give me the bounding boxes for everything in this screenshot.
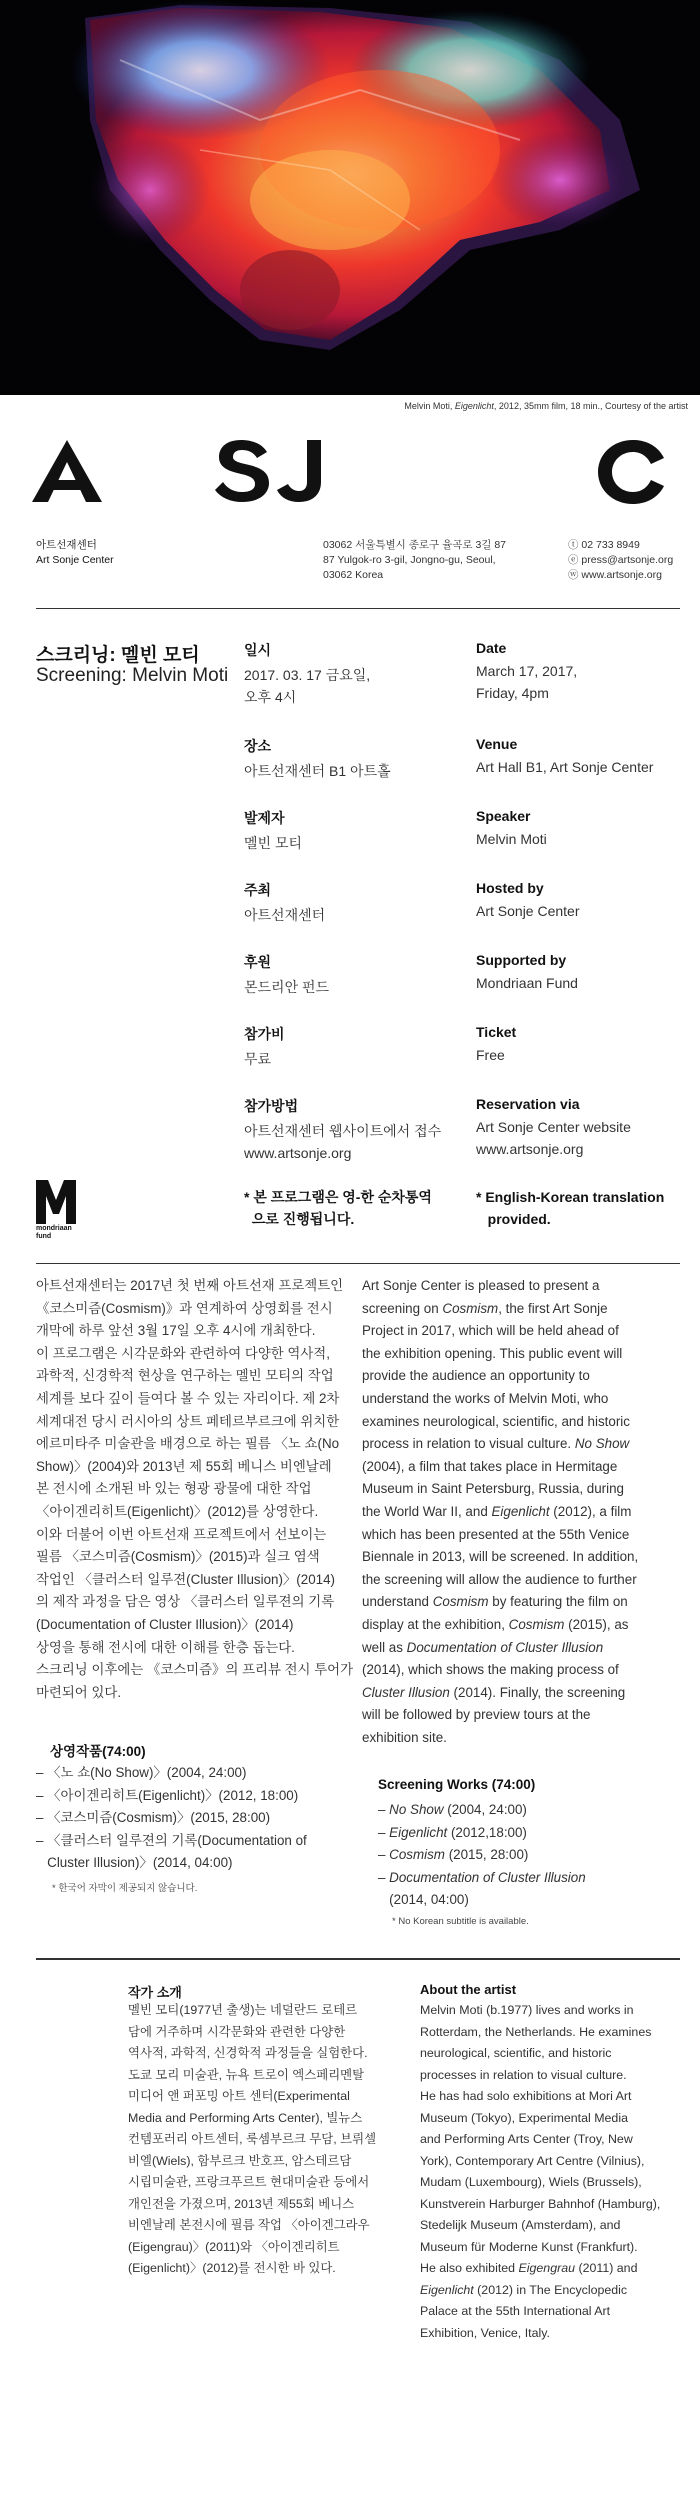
artist-bio-line: and Performing Arts Center (Troy, New xyxy=(420,2132,633,2146)
screening-work-item: – Documentation of Cluster Illusion xyxy=(378,1869,586,1885)
address-line: 03062 서울특별시 종로구 율곡로 3길 87 xyxy=(323,539,507,551)
info-date-en: Date March 17, 2017, Friday, 4pm xyxy=(476,640,578,701)
artist-bio-line: Mudam (Luxembourg), Wiels (Brussels), xyxy=(420,2175,642,2189)
artist-bio-line: Kunstverein Harburger Bahnhof (Hamburg), xyxy=(420,2196,661,2211)
artist-bio-line: 개인전을 가졌으며, 2013년 제55회 베니스 xyxy=(128,2196,355,2211)
info-reservation-en: Reservation via Art Sonje Center website www.artsonje.org xyxy=(476,1096,631,1157)
description-line: exhibition site. xyxy=(362,1729,447,1745)
artist-bio-line: 시립미술관, 프랑크푸르트 현대미술관 등에서 xyxy=(128,2175,370,2189)
description-line: the screening will allow the audience to further xyxy=(362,1571,637,1587)
subtitle-note-en: * No Korean subtitle is available. xyxy=(392,1916,529,1927)
divider xyxy=(36,1958,680,1960)
description-line: 과학적, 신경학적 현상을 연구하는 멜빈 모티의 작업 xyxy=(36,1368,334,1384)
image-caption xyxy=(0,401,688,411)
info-host-en: Hosted by Art Sonje Center xyxy=(476,880,580,919)
info-venue-ko: 장소 아트선재센터 B1 아트홀 xyxy=(244,738,391,779)
translation-note-en: * English-Korean translation provided. xyxy=(476,1189,665,1227)
hero-image xyxy=(0,0,700,395)
artist-bio-line: He has had solo exhibitions at Mori Art xyxy=(420,2089,632,2103)
artist-bio-line: 멜빈 모티(1977년 출생)는 네덜란드 로테르 xyxy=(128,2003,358,2017)
address-block xyxy=(323,538,506,583)
info-venue-en: Venue Art Hall B1, Art Sonje Center xyxy=(476,736,654,775)
description-line: 본 전시에 소개된 바 있는 형광 광물에 대한 작업 xyxy=(36,1481,312,1497)
contact-block xyxy=(568,538,673,583)
description-en xyxy=(362,1275,682,1749)
info-ticket-ko: 참가비 무료 xyxy=(244,1026,285,1067)
artist-bio-line: neurological, scientific, and historic xyxy=(420,2046,612,2060)
info-reservation-ko: 참가방법 아트선재센터 웹사이트에서 접수 www.artsonje.org xyxy=(244,1098,442,1161)
phone-number: ⓣ 02 733 8949 xyxy=(568,539,640,551)
screening-work-item: – Cosmism (2015, 28:00) xyxy=(378,1847,529,1863)
artist-bio-line: York), Contemporary Art Centre (Vilnius), xyxy=(420,2153,645,2168)
description-line: Museum in Saint Petersburg, Russia, during xyxy=(362,1481,624,1497)
artist-bio-line: 미디어 앤 퍼포밍 아트 센터(Experimental xyxy=(128,2089,350,2103)
glowing-mineral-illustration xyxy=(0,0,700,395)
description-line: understand the works of Melvin Moti, who xyxy=(362,1390,609,1406)
screening-works-title-ko: 상영작품(74:00) xyxy=(50,1744,146,1759)
divider xyxy=(36,1263,680,1264)
screening-work-item: – 〈아이겐리히트(Eigenlicht)〉(2012, 18:00) xyxy=(36,1787,299,1803)
screening-works-list-en xyxy=(378,1799,678,1912)
description-line: 에르미타주 미술관을 배경으로 하는 필름 〈노 쇼(No xyxy=(36,1436,340,1452)
screening-work-item: – No Show (2004, 24:00) xyxy=(378,1802,527,1817)
description-line: 의 제작 과정을 담은 영상 〈클러스터 일루젼의 기록 xyxy=(36,1594,335,1610)
artist-bio-line: Stedelijk Museum (Amsterdam), and xyxy=(420,2218,621,2232)
description-line: the exhibition opening. This public event will xyxy=(362,1345,623,1361)
caption-text: Melvin Moti, xyxy=(404,401,455,411)
artist-bio-line: 역사적, 과학적, 신경학적 과정들을 실험한다. xyxy=(128,2046,368,2060)
logo-letter-a xyxy=(32,440,102,502)
description-line: 세계대전 당시 러시아의 상트 페테르부르크에 위치한 xyxy=(36,1413,340,1429)
description-line: 스크리닝 이후에는 《코스미즘》의 프리뷰 전시 투어가 xyxy=(36,1662,354,1678)
artist-bio-line: Eigenlicht (2012) in The Encyclopedic xyxy=(420,2282,628,2297)
description-line: the World War II, and Eigenlicht (2012), a film xyxy=(362,1503,632,1519)
description-line: display at the exhibition, Cosmism (2015), as xyxy=(362,1616,629,1632)
description-line: Cluster Illusion (2014). Finally, the screening xyxy=(362,1684,626,1700)
description-line: 아트선재센터는 2017년 첫 번째 아트선재 프로젝트인 xyxy=(36,1278,344,1293)
description-line: 이와 더불어 이번 아트선재 프로젝트에서 선보이는 xyxy=(36,1526,327,1542)
address-line: 03062 Korea xyxy=(323,569,384,581)
screening-works-title-en: Screening Works (74:00) xyxy=(378,1777,536,1792)
artist-bio-line: Museum (Tokyo), Experimental Media xyxy=(420,2110,628,2125)
description-line: (2004), a film that takes place in Hermitage xyxy=(362,1458,618,1474)
info-speaker-en: Speaker Melvin Moti xyxy=(476,808,547,847)
description-line: process in relation to visual culture. No Show xyxy=(362,1436,630,1452)
info-speaker-ko: 발제자 멜빈 모티 xyxy=(244,810,302,851)
website-link[interactable]: ⓦ www.artsonje.org xyxy=(568,569,662,581)
screening-work-item: (2014, 04:00) xyxy=(378,1892,469,1908)
description-line: which has been presented at the 55th Venice xyxy=(362,1526,630,1542)
description-line: understand Cosmism by featuring the film on xyxy=(362,1594,628,1610)
description-ko xyxy=(36,1275,356,1704)
artist-bio-line: Palace at the 55th International Art xyxy=(420,2304,611,2318)
info-sponsor-en: Supported by Mondriaan Fund xyxy=(476,952,578,991)
org-name-ko: 아트선재센터 xyxy=(36,539,97,551)
address-line: 87 Yulgok-ro 3-gil, Jongno-gu, Seoul, xyxy=(323,554,496,566)
screening-work-item: – 〈코스미즘(Cosmism)〉(2015, 28:00) xyxy=(36,1810,271,1826)
screening-work-item: – 〈노 쇼(No Show)〉(2004, 24:00) xyxy=(36,1765,247,1780)
artist-bio-line: 담에 거주하며 시각문화와 관련한 다양한 xyxy=(128,2024,346,2039)
description-line: 이 프로그램은 시각문화와 관련하여 다양한 역사적, xyxy=(36,1345,330,1361)
org-name-en: Art Sonje Center xyxy=(36,554,114,566)
screening-work-item: – Eigenlicht (2012,18:00) xyxy=(378,1824,527,1840)
info-sponsor-ko: 후원 몬드리안 펀드 xyxy=(244,954,330,995)
mondriaan-fund-logo xyxy=(36,1180,76,1224)
description-line: screening on Cosmism, the first Art Sonje xyxy=(362,1300,608,1316)
artist-bio-line: He also exhibited Eigengrau (2011) and xyxy=(420,2261,638,2275)
artist-bio-line: Rotterdam, the Netherlands. He examines xyxy=(420,2024,652,2039)
description-line: will be followed by preview tours at the xyxy=(362,1707,591,1723)
email-address[interactable]: ⓔ press@artsonje.org xyxy=(568,554,674,566)
info-host-ko: 주최 아트선재센터 xyxy=(244,882,326,923)
artist-bio-line: Media and Performing Arts Center), 빌뉴스 xyxy=(128,2110,363,2125)
artist-bio-line: (Eigenlicht)〉(2012)를 전시한 바 있다. xyxy=(128,2261,336,2275)
screening-work-item: – 〈클러스터 일루젼의 기록(Documentation of xyxy=(36,1832,307,1848)
artist-bio-line: 비엘(Wiels), 함부르크 반호프, 암스테르담 xyxy=(128,2153,352,2168)
description-line: 작업인 〈클러스터 일루젼(Cluster Illusion)〉(2014) xyxy=(36,1571,336,1587)
description-line: 세계를 보다 깊이 들여다 볼 수 있는 자리이다. 제 2차 xyxy=(36,1390,340,1406)
description-line: (2014), which shows the making process of xyxy=(362,1662,619,1678)
description-line: 필름 〈코스미즘(Cosmism)〉(2015)과 실크 염색 xyxy=(36,1549,320,1565)
artist-bio-line: 컨템포러리 아트센터, 룩셈부르크 무담, 브뤼셀 xyxy=(128,2132,377,2146)
artist-bio-line: 도쿄 모리 미술관, 뉴욕 트로이 엑스페리멘탈 xyxy=(128,2067,365,2082)
description-line: 〈아이겐리히트(Eigenlicht)〉(2012)를 상영한다. xyxy=(36,1503,319,1519)
caption-text-end: , 2012, 35mm film, 18 min., Courtesy of the artist xyxy=(493,401,688,411)
logo-letters-sj xyxy=(215,440,335,502)
description-line: 상영을 통해 전시에 대한 이해를 한층 돕는다. xyxy=(36,1639,295,1655)
logo-letter-c xyxy=(598,440,668,504)
description-line: 마련되어 있다. xyxy=(36,1684,122,1700)
info-ticket-en: Ticket Free xyxy=(476,1024,517,1063)
description-line: 《코스미즘(Cosmism)》과 연계하여 상영회를 전시 xyxy=(36,1300,333,1316)
description-line: Show)〉(2004)와 2013년 제 55회 베니스 비엔날레 xyxy=(36,1458,332,1474)
translation-note-ko: * 본 프로그램은 영-한 순차통역 으로 진행됩니다. xyxy=(244,1189,432,1227)
artist-section-title-ko: 작가 소개 xyxy=(128,1985,182,2000)
event-title-en: Screening: Melvin Moti xyxy=(36,665,229,686)
artist-bio-line: Museum für Moderne Kunst (Frankfurt). xyxy=(420,2239,638,2254)
screening-works-list-ko xyxy=(36,1762,356,1875)
info-date-ko: 일시 2017. 03. 17 금요일, 오후 4시 xyxy=(244,642,371,705)
description-line: Project in 2017, which will be held ahead of xyxy=(362,1323,619,1339)
divider xyxy=(36,608,680,609)
description-line: Art Sonje Center is pleased to present a xyxy=(362,1278,600,1293)
subtitle-note-ko: * 한국어 자막이 제공되지 않습니다. xyxy=(52,1883,198,1894)
description-line: well as Documentation of Cluster Illusion xyxy=(362,1639,604,1655)
artist-bio-ko xyxy=(128,2000,428,2280)
description-line: (Documentation of Cluster Illusion)〉(2014) xyxy=(36,1616,294,1632)
description-line: 개막에 하루 앞선 3월 17일 오후 4시에 개최한다. xyxy=(36,1323,316,1339)
screening-work-item: Cluster Illusion)〉(2014, 04:00) xyxy=(36,1855,233,1871)
description-line: provide the audience an opportunity to xyxy=(362,1368,590,1384)
artist-bio-line: 비엔날레 본전시에 필름 작업 〈아이겐그라우 xyxy=(128,2218,370,2232)
caption-work-title: Eigenlicht xyxy=(454,401,494,411)
event-title-ko: 스크리닝: 멜빈 모티 xyxy=(36,645,200,666)
artist-bio-line: (Eigengrau)〉(2011)와 〈아이겐리히트 xyxy=(128,2239,340,2254)
artist-section-title-en: About the artist xyxy=(420,1982,517,1997)
artist-bio-en xyxy=(420,2000,690,2344)
description-line: examines neurological, scientific, and historic xyxy=(362,1413,630,1429)
description-line: Biennale in 2013, will be screened. In addition, xyxy=(362,1549,639,1565)
artist-bio-line: Exhibition, Venice, Italy. xyxy=(420,2325,550,2340)
artist-bio-line: Melvin Moti (b.1977) lives and works in xyxy=(420,2003,634,2017)
organization-name xyxy=(36,538,114,568)
artist-bio-line: processes in relation to visual culture. xyxy=(420,2067,627,2082)
mondriaan-fund-name: mondriaan fund xyxy=(36,1225,72,1240)
